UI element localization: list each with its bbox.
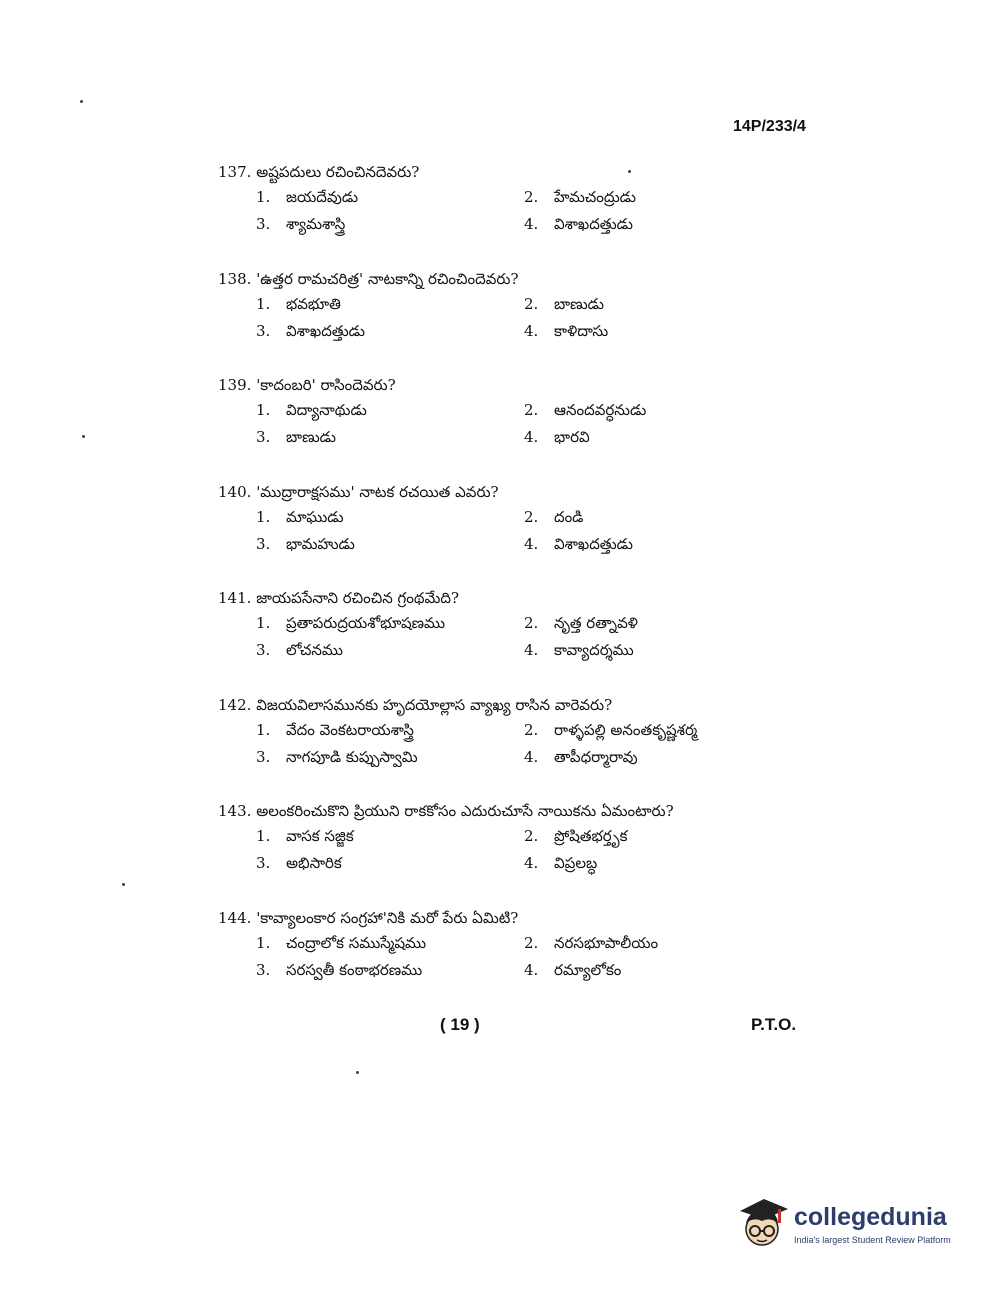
option-number: 2. bbox=[524, 188, 539, 206]
option-number: 1. bbox=[256, 507, 271, 526]
option-text: బాణుడు bbox=[554, 294, 604, 313]
answer-option bbox=[524, 211, 784, 238]
question-number: 140. bbox=[218, 482, 252, 501]
option-number: 1. bbox=[256, 720, 271, 739]
answer-option bbox=[256, 637, 524, 664]
option-number: 3. bbox=[256, 215, 271, 233]
scan-speck bbox=[628, 170, 631, 173]
scan-speck bbox=[356, 1071, 359, 1074]
options-grid bbox=[256, 610, 758, 664]
options-grid bbox=[256, 930, 758, 984]
option-text: ఆనందవర్ధనుడు bbox=[554, 401, 647, 419]
option-number: 4. bbox=[524, 428, 539, 446]
answer-option bbox=[524, 504, 784, 531]
answer-option bbox=[524, 318, 784, 345]
option-number: 1. bbox=[256, 294, 271, 313]
option-text: కావ్యాదర్శము bbox=[554, 641, 634, 659]
option-number: 4. bbox=[524, 215, 539, 233]
answer-option bbox=[256, 424, 524, 451]
option-text: విశాఖదత్తుడు bbox=[554, 215, 633, 233]
question-number: 141. bbox=[218, 589, 252, 607]
option-number: 2. bbox=[524, 933, 539, 952]
option-number: 4. bbox=[524, 641, 539, 659]
question-number: 138. bbox=[218, 269, 252, 288]
option-number: 2. bbox=[524, 294, 539, 313]
option-number: 4. bbox=[524, 321, 539, 340]
question-body: 'ముద్రారాక్షసము' నాటక రచయిత ఎవరు? bbox=[256, 482, 499, 501]
option-number: 2. bbox=[524, 401, 539, 419]
answer-option bbox=[256, 823, 524, 850]
answer-option bbox=[524, 717, 784, 744]
answer-option bbox=[256, 211, 524, 238]
option-number: 3. bbox=[256, 534, 271, 553]
option-number: 3. bbox=[256, 747, 271, 766]
mascot-icon bbox=[734, 1195, 790, 1253]
option-text: విశాఖదత్తుడు bbox=[286, 321, 365, 340]
option-text: బాణుడు bbox=[286, 428, 336, 446]
option-number: 4. bbox=[524, 534, 539, 553]
collegedunia-watermark bbox=[734, 1195, 964, 1255]
answer-option bbox=[256, 397, 524, 424]
answer-option bbox=[256, 318, 524, 345]
question-item bbox=[218, 799, 758, 906]
question-text bbox=[218, 267, 758, 291]
answer-option bbox=[256, 531, 524, 558]
option-number: 1. bbox=[256, 827, 271, 845]
answer-option bbox=[524, 184, 784, 211]
options-grid bbox=[256, 397, 758, 451]
option-text: మాఘుడు bbox=[286, 507, 344, 526]
question-item bbox=[218, 267, 758, 374]
answer-option bbox=[524, 531, 784, 558]
option-text: నాగపూడి కుప్పుస్వామి bbox=[286, 747, 418, 766]
option-text: నరసభూపాలీయం bbox=[554, 933, 659, 952]
answer-option bbox=[256, 184, 524, 211]
option-text: విశాఖదత్తుడు bbox=[554, 534, 633, 553]
scan-speck bbox=[122, 883, 125, 886]
option-text: వాసక సజ్జిక bbox=[286, 827, 354, 845]
answer-option bbox=[524, 850, 784, 877]
option-text: దండి bbox=[554, 507, 584, 526]
option-text: ప్రతాపరుద్రయశోభూషణము bbox=[286, 614, 446, 632]
question-item bbox=[218, 480, 758, 587]
option-text: భారవి bbox=[554, 428, 590, 446]
option-text: సరస్వతీ కంఠాభరణము bbox=[286, 960, 423, 979]
scan-speck bbox=[80, 100, 83, 103]
answer-option bbox=[524, 637, 784, 664]
answer-option bbox=[524, 424, 784, 451]
question-text bbox=[218, 373, 758, 397]
option-text: చంద్రాలోక సముస్మేషము bbox=[286, 933, 427, 952]
options-grid bbox=[256, 823, 758, 877]
paper-code: 14P/233/4 bbox=[733, 118, 806, 135]
answer-option bbox=[256, 850, 524, 877]
option-text: వేదం వెంకటరాయశాస్త్రి bbox=[286, 720, 414, 739]
question-item bbox=[218, 586, 758, 693]
scan-speck bbox=[82, 435, 85, 438]
pto-label: P.T.O. bbox=[751, 1015, 797, 1034]
option-number: 3. bbox=[256, 641, 271, 659]
option-number: 3. bbox=[256, 854, 271, 872]
option-number: 3. bbox=[256, 321, 271, 340]
option-number: 2. bbox=[524, 614, 539, 632]
option-number: 1. bbox=[256, 401, 271, 419]
option-number: 2. bbox=[524, 507, 539, 526]
question-item bbox=[218, 693, 758, 800]
question-number: 137. bbox=[218, 163, 252, 181]
answer-option bbox=[524, 610, 784, 637]
question-number: 142. bbox=[218, 695, 252, 714]
question-body: 'కావ్యాలంకార సంగ్రహా'నికి మరో పేరు ఏమిటి? bbox=[256, 908, 519, 927]
option-text: ప్రోషితభర్తృక bbox=[554, 827, 628, 845]
answer-option bbox=[256, 744, 524, 771]
brand-name: collegedunia bbox=[794, 1203, 947, 1231]
option-text: రాళ్ళపల్లి అనంతకృష్ణశర్మ bbox=[554, 720, 698, 739]
question-body: విజయవిలాసమునకు హృదయోల్లాస వ్యాఖ్య రాసిన వారెవరు? bbox=[256, 695, 613, 714]
answer-option bbox=[524, 930, 784, 957]
question-text bbox=[218, 480, 758, 504]
option-number: 4. bbox=[524, 960, 539, 979]
option-number: 2. bbox=[524, 720, 539, 739]
option-text: భవభూతి bbox=[286, 294, 341, 313]
option-text: తాపీధర్మారావు bbox=[554, 747, 638, 766]
question-item bbox=[218, 160, 758, 267]
question-body: అష్టపదులు రచించినదెవరు? bbox=[256, 163, 420, 181]
answer-option bbox=[524, 957, 784, 984]
option-text: హేమచంద్రుడు bbox=[554, 188, 636, 206]
page-number: ( 19 ) bbox=[440, 1015, 480, 1034]
option-number: 1. bbox=[256, 188, 271, 206]
option-number: 3. bbox=[256, 428, 271, 446]
question-text bbox=[218, 160, 758, 184]
options-grid bbox=[256, 504, 758, 558]
option-number: 3. bbox=[256, 960, 271, 979]
question-body: జాయపసేనాని రచించిన గ్రంథమేది? bbox=[256, 589, 460, 607]
question-text bbox=[218, 906, 758, 930]
option-text: శ్యామశాస్త్రి bbox=[286, 215, 346, 233]
answer-option bbox=[524, 291, 784, 318]
option-number: 2. bbox=[524, 827, 539, 845]
question-number: 144. bbox=[218, 908, 252, 927]
option-text: నృత్త రత్నావళి bbox=[554, 614, 638, 632]
option-text: విద్యానాథుడు bbox=[286, 401, 367, 419]
option-text: రమ్యాలోకం bbox=[554, 960, 622, 979]
option-number: 1. bbox=[256, 614, 271, 632]
question-number: 143. bbox=[218, 802, 252, 820]
answer-option bbox=[524, 744, 784, 771]
answer-option bbox=[524, 823, 784, 850]
options-grid bbox=[256, 291, 758, 345]
answer-option bbox=[256, 957, 524, 984]
answer-option bbox=[256, 291, 524, 318]
question-body: అలంకరించుకొని ప్రియుని రాకకోసం ఎదురుచూసే నాయికను ఏమంటారు? bbox=[256, 802, 674, 820]
question-item bbox=[218, 373, 758, 480]
answer-option bbox=[256, 504, 524, 531]
options-grid bbox=[256, 184, 758, 238]
option-number: 4. bbox=[524, 854, 539, 872]
answer-option bbox=[256, 610, 524, 637]
option-text: విప్రలబ్ధ bbox=[554, 854, 598, 872]
option-number: 1. bbox=[256, 933, 271, 952]
answer-option bbox=[256, 930, 524, 957]
question-number: 139. bbox=[218, 376, 252, 394]
option-text: జయదేవుడు bbox=[286, 188, 359, 206]
question-text bbox=[218, 799, 758, 823]
option-number: 4. bbox=[524, 747, 539, 766]
question-item bbox=[218, 906, 758, 1013]
option-text: లోచనము bbox=[286, 641, 343, 659]
question-list bbox=[218, 160, 758, 1012]
option-text: అభిసారిక bbox=[286, 854, 342, 872]
brand-tagline: India's largest Student Review Platform bbox=[794, 1235, 951, 1245]
question-body: 'కాదంబరి' రాసిందెవరు? bbox=[256, 376, 396, 394]
answer-option bbox=[256, 717, 524, 744]
question-body: 'ఉత్తర రామచరిత్ర' నాటకాన్ని రచించిందెవరు? bbox=[256, 269, 519, 288]
question-text bbox=[218, 693, 758, 717]
option-text: భామహుడు bbox=[286, 534, 355, 553]
option-text: కాళిదాసు bbox=[554, 321, 609, 340]
question-text bbox=[218, 586, 758, 610]
options-grid bbox=[256, 717, 758, 771]
answer-option bbox=[524, 397, 784, 424]
